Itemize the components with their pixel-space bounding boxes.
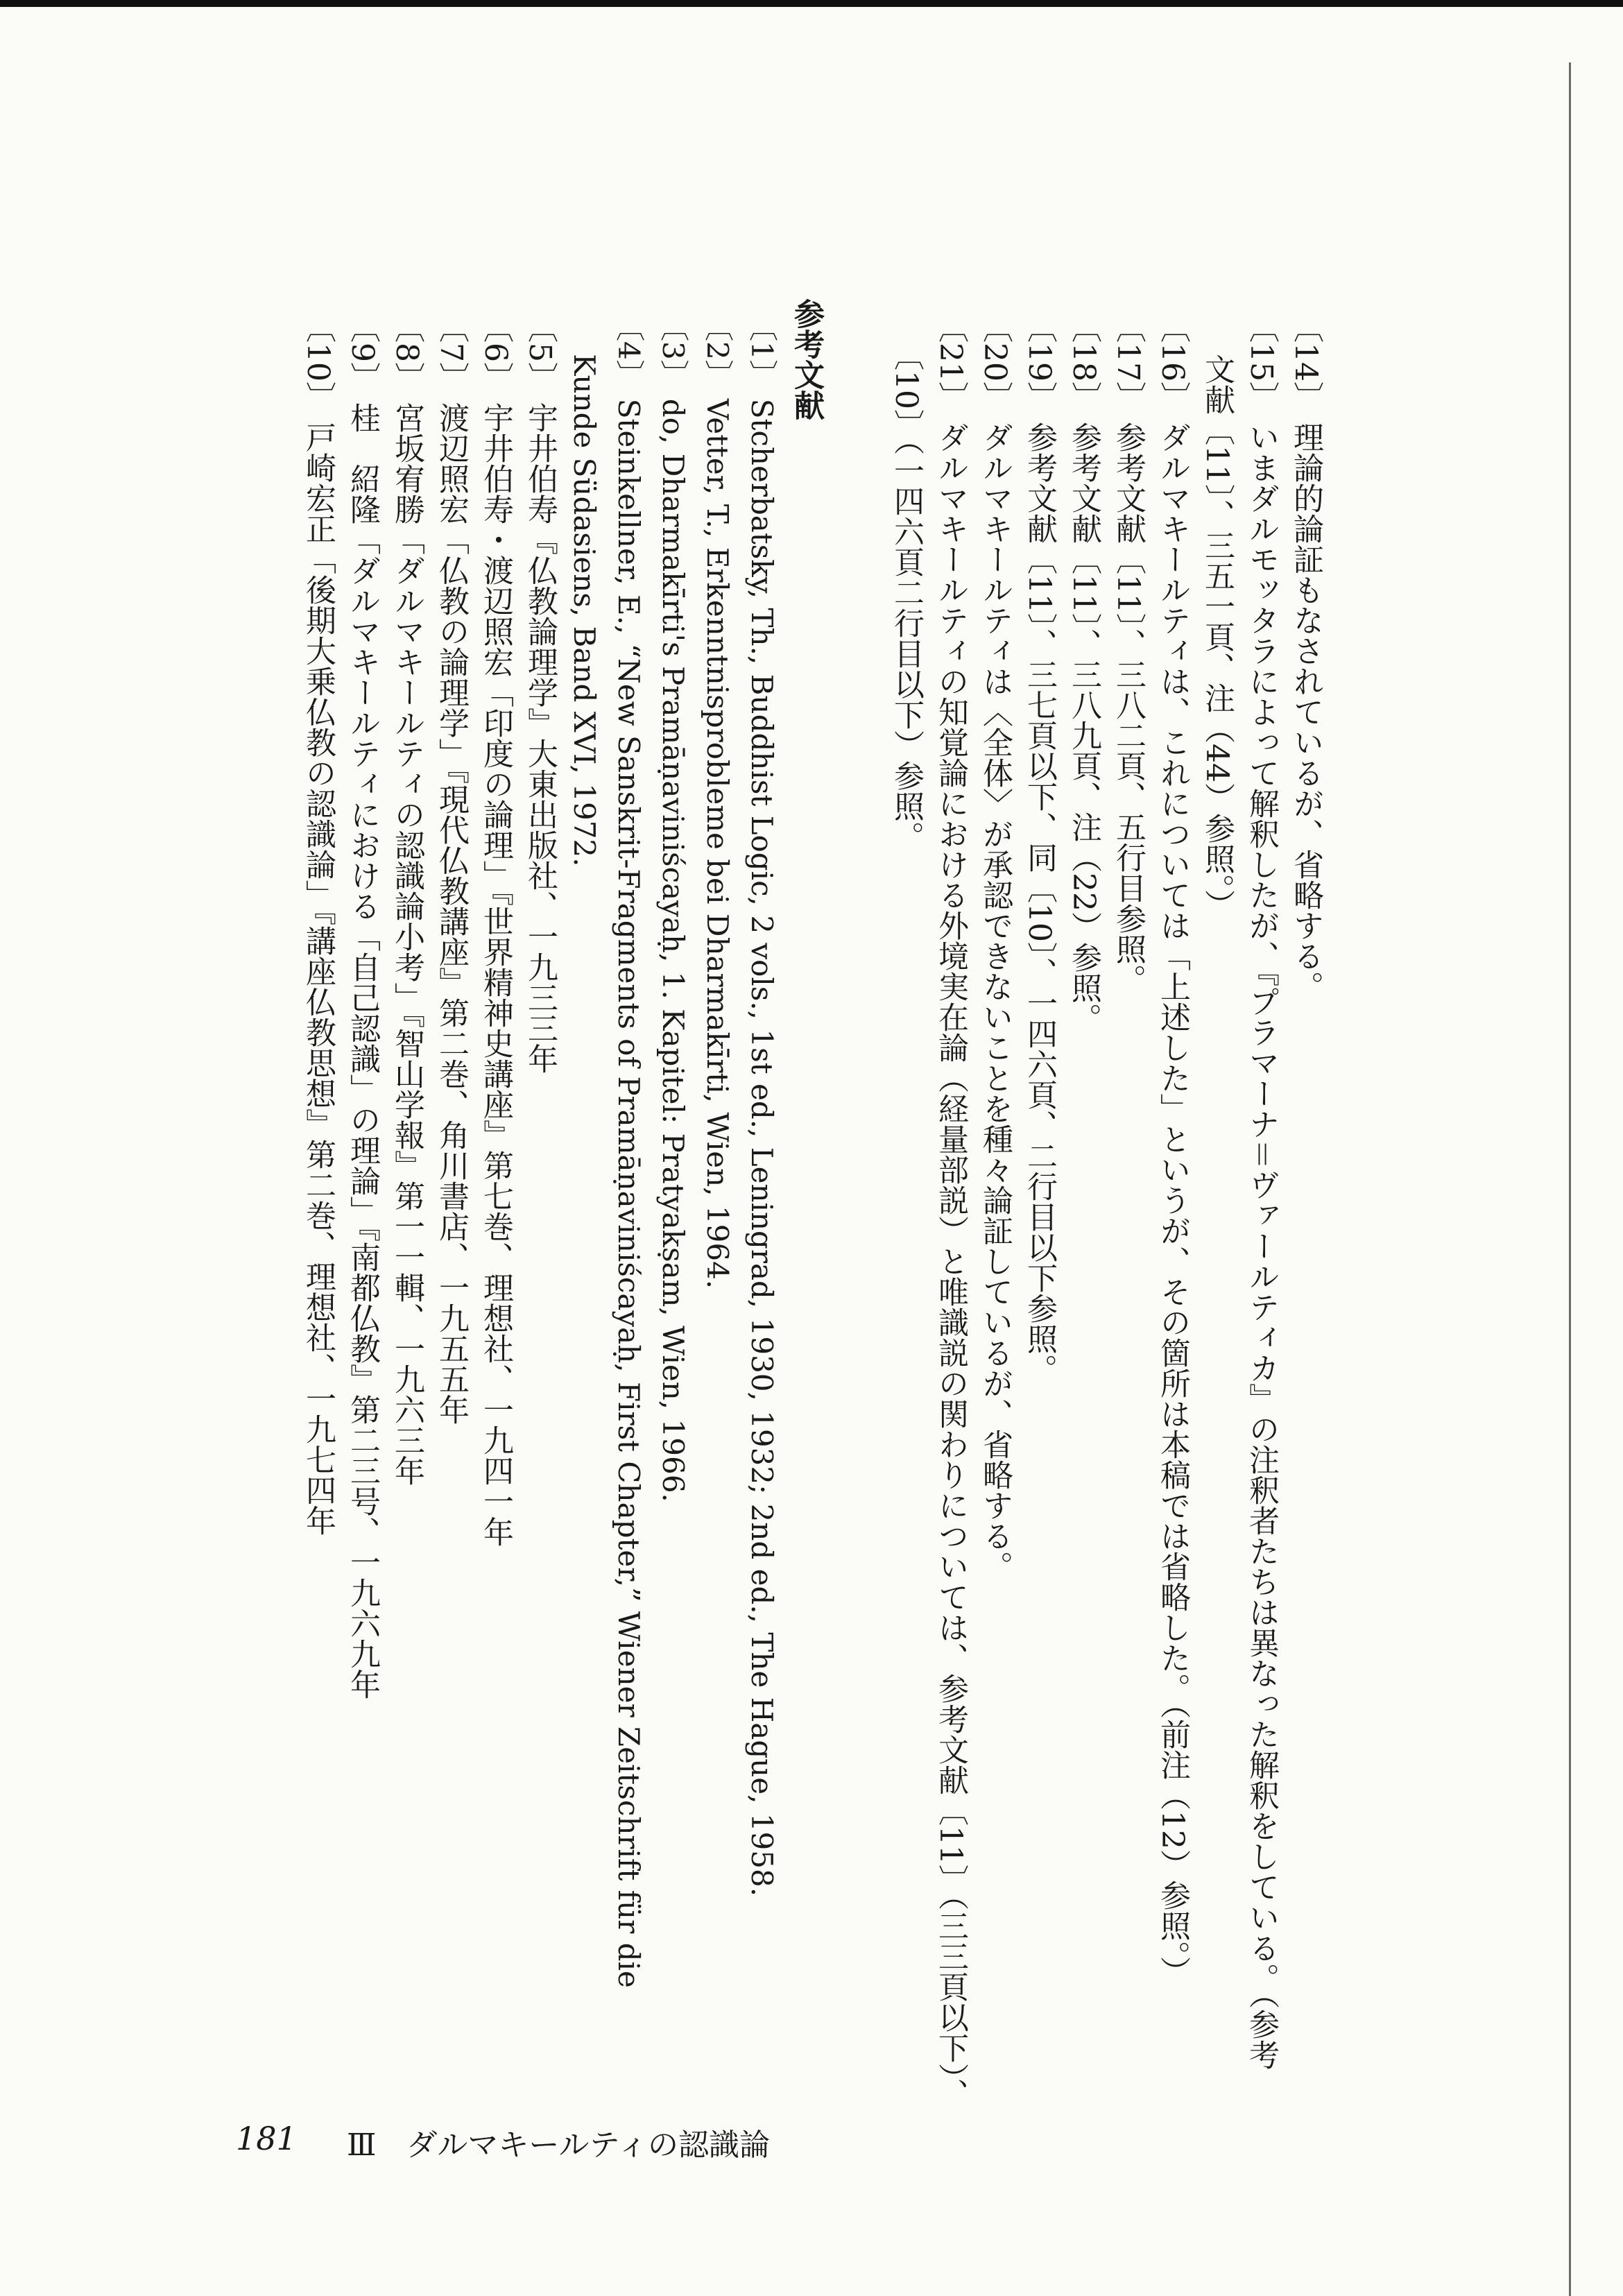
top-rule bbox=[0, 0, 1623, 7]
reference-text: Vetter, T., Erkenntnisprobleme bei Dharmakīrti, Wien, 1964. bbox=[701, 398, 735, 1290]
reference-number: 〔2〕 bbox=[701, 312, 735, 389]
note-text: 理論的論証もなされているが、省略する。 bbox=[1288, 422, 1323, 1002]
reference-text: 渡辺照宏「仏教の論理学」『現代仏教講座』第二巻、角川書店、一九五五年 bbox=[433, 402, 469, 1425]
note-text: ダルマキールティは〈全体〉が承認できないことを種々論証しているが、省略する。 bbox=[977, 422, 1013, 1582]
reference-4-cont bbox=[562, 354, 606, 2227]
page-footer bbox=[236, 2116, 999, 2171]
binding-rule bbox=[1569, 62, 1571, 2296]
note-15-cont bbox=[1194, 354, 1239, 2227]
reference-5 bbox=[517, 312, 562, 2185]
note-number: 〔17〕 bbox=[1110, 312, 1146, 412]
reference-7 bbox=[429, 312, 473, 2185]
reference-number: 〔7〕 bbox=[433, 312, 469, 393]
note-17 bbox=[1106, 312, 1150, 2185]
references-heading: 参考文献 bbox=[789, 298, 824, 420]
note-18 bbox=[1061, 312, 1106, 2185]
note-text: 参考文献〔11〕、三八九頁、注（22）参照。 bbox=[1066, 422, 1101, 1034]
reference-3 bbox=[651, 312, 695, 2185]
note-number: 〔16〕 bbox=[1155, 312, 1190, 412]
reference-number: 〔9〕 bbox=[345, 312, 380, 393]
reference-text: 桂 紹隆「ダルマキールティにおける「自己認識」の理論」『南都仏教』第二三号、一九六九年 bbox=[345, 402, 380, 1699]
reference-number: 〔4〕 bbox=[612, 312, 646, 389]
note-19 bbox=[1017, 312, 1061, 2185]
note-number: 〔15〕 bbox=[1244, 312, 1279, 412]
reference-text: 宇井伯寿・渡辺照宏「印度の論理」『世界精神史講座』第七巻、理想社、一九四一年 bbox=[478, 402, 513, 1547]
reference-text: 宮坂宥勝「ダルマキールティの認識論小考」『智山学報』第一一輯、一九六三年 bbox=[389, 402, 424, 1486]
note-20 bbox=[972, 312, 1017, 2185]
reference-number: 〔1〕 bbox=[745, 312, 779, 389]
note-text: いまダルモッタラによって解釈したが、『プラマーナ＝ヴァールティカ』の注釈者たちは異なった解釈をしている。（参考 bbox=[1244, 422, 1279, 2070]
reference-10 bbox=[295, 312, 340, 2185]
note-text: 参考文献〔11〕、三八二頁、五行目参照。 bbox=[1110, 422, 1146, 995]
reference-text: 宇井伯寿『仏教論理学』大東出版社、一九三三年 bbox=[522, 402, 558, 1074]
reference-number: 〔10〕 bbox=[300, 312, 336, 412]
reference-1 bbox=[739, 312, 784, 2185]
note-15 bbox=[1239, 312, 1283, 2185]
note-14 bbox=[1283, 312, 1328, 2185]
note-number: 〔21〕 bbox=[933, 312, 968, 412]
note-21 bbox=[928, 312, 972, 2185]
reference-number: 〔5〕 bbox=[522, 312, 558, 393]
reference-number: 〔8〕 bbox=[389, 312, 424, 393]
reference-2 bbox=[695, 312, 739, 2185]
reference-9 bbox=[340, 312, 384, 2185]
reference-text: Steinkellner, E., “New Sanskrit-Fragments of Pramāṇaviniścayaḥ, First Chapter,” Wiener Zeitschrift für die bbox=[612, 398, 646, 1988]
reference-number: 〔3〕 bbox=[656, 312, 690, 389]
page-number: 181 bbox=[236, 2120, 297, 2157]
note-text: ダルマキールティの知覚論における外境実在論（経量部説）と唯識説の関わりについては、参考文献〔11〕（三三頁以下）、 bbox=[933, 422, 968, 2109]
reference-4 bbox=[606, 312, 651, 2185]
note-text: 文献〔11〕、三五一頁、注（44）参照。） bbox=[1199, 354, 1235, 920]
chapter-title: Ⅲ ダルマキールティの認識論 bbox=[347, 2127, 771, 2163]
note-number: 〔20〕 bbox=[977, 312, 1013, 412]
note-16 bbox=[1150, 312, 1194, 2185]
note-number: 〔18〕 bbox=[1066, 312, 1101, 412]
note-text: 参考文献〔11〕、三七頁以下、同〔10〕、一四六頁、二行目以下参照。 bbox=[1022, 422, 1057, 1385]
reference-text: Kunde Südasiens, Band XVI, 1972. bbox=[567, 354, 601, 867]
reference-text: do, Dharmakīrti's Pramāṇaviniścayaḥ, 1. Kapitel: Pratyakṣam, Wien, 1966. bbox=[656, 398, 690, 1502]
reference-8 bbox=[384, 312, 429, 2185]
note-number: 〔14〕 bbox=[1288, 312, 1323, 412]
note-number: 〔19〕 bbox=[1022, 312, 1057, 412]
note-text: ダルマキールティは、これについては「上述した」というが、その箇所は本稿では省略した。（前注（12）参照。） bbox=[1155, 422, 1190, 1987]
note-21-cont bbox=[884, 340, 928, 2213]
reference-text: Stcherbatsky, Th., Buddhist Logic, 2 vols., 1st ed., Leningrad, 1930, 1932; 2nd ed., The Hague, 1958. bbox=[745, 398, 779, 1897]
reference-text: 戸崎宏正「後期大乗仏教の認識論」『講座仏教思想』第二巻、理想社、一九七四年 bbox=[300, 422, 336, 1536]
note-text: 〔10〕（一四六頁二行目以下）参照。 bbox=[888, 340, 924, 852]
reference-6 bbox=[473, 312, 517, 2185]
reference-number: 〔6〕 bbox=[478, 312, 513, 393]
